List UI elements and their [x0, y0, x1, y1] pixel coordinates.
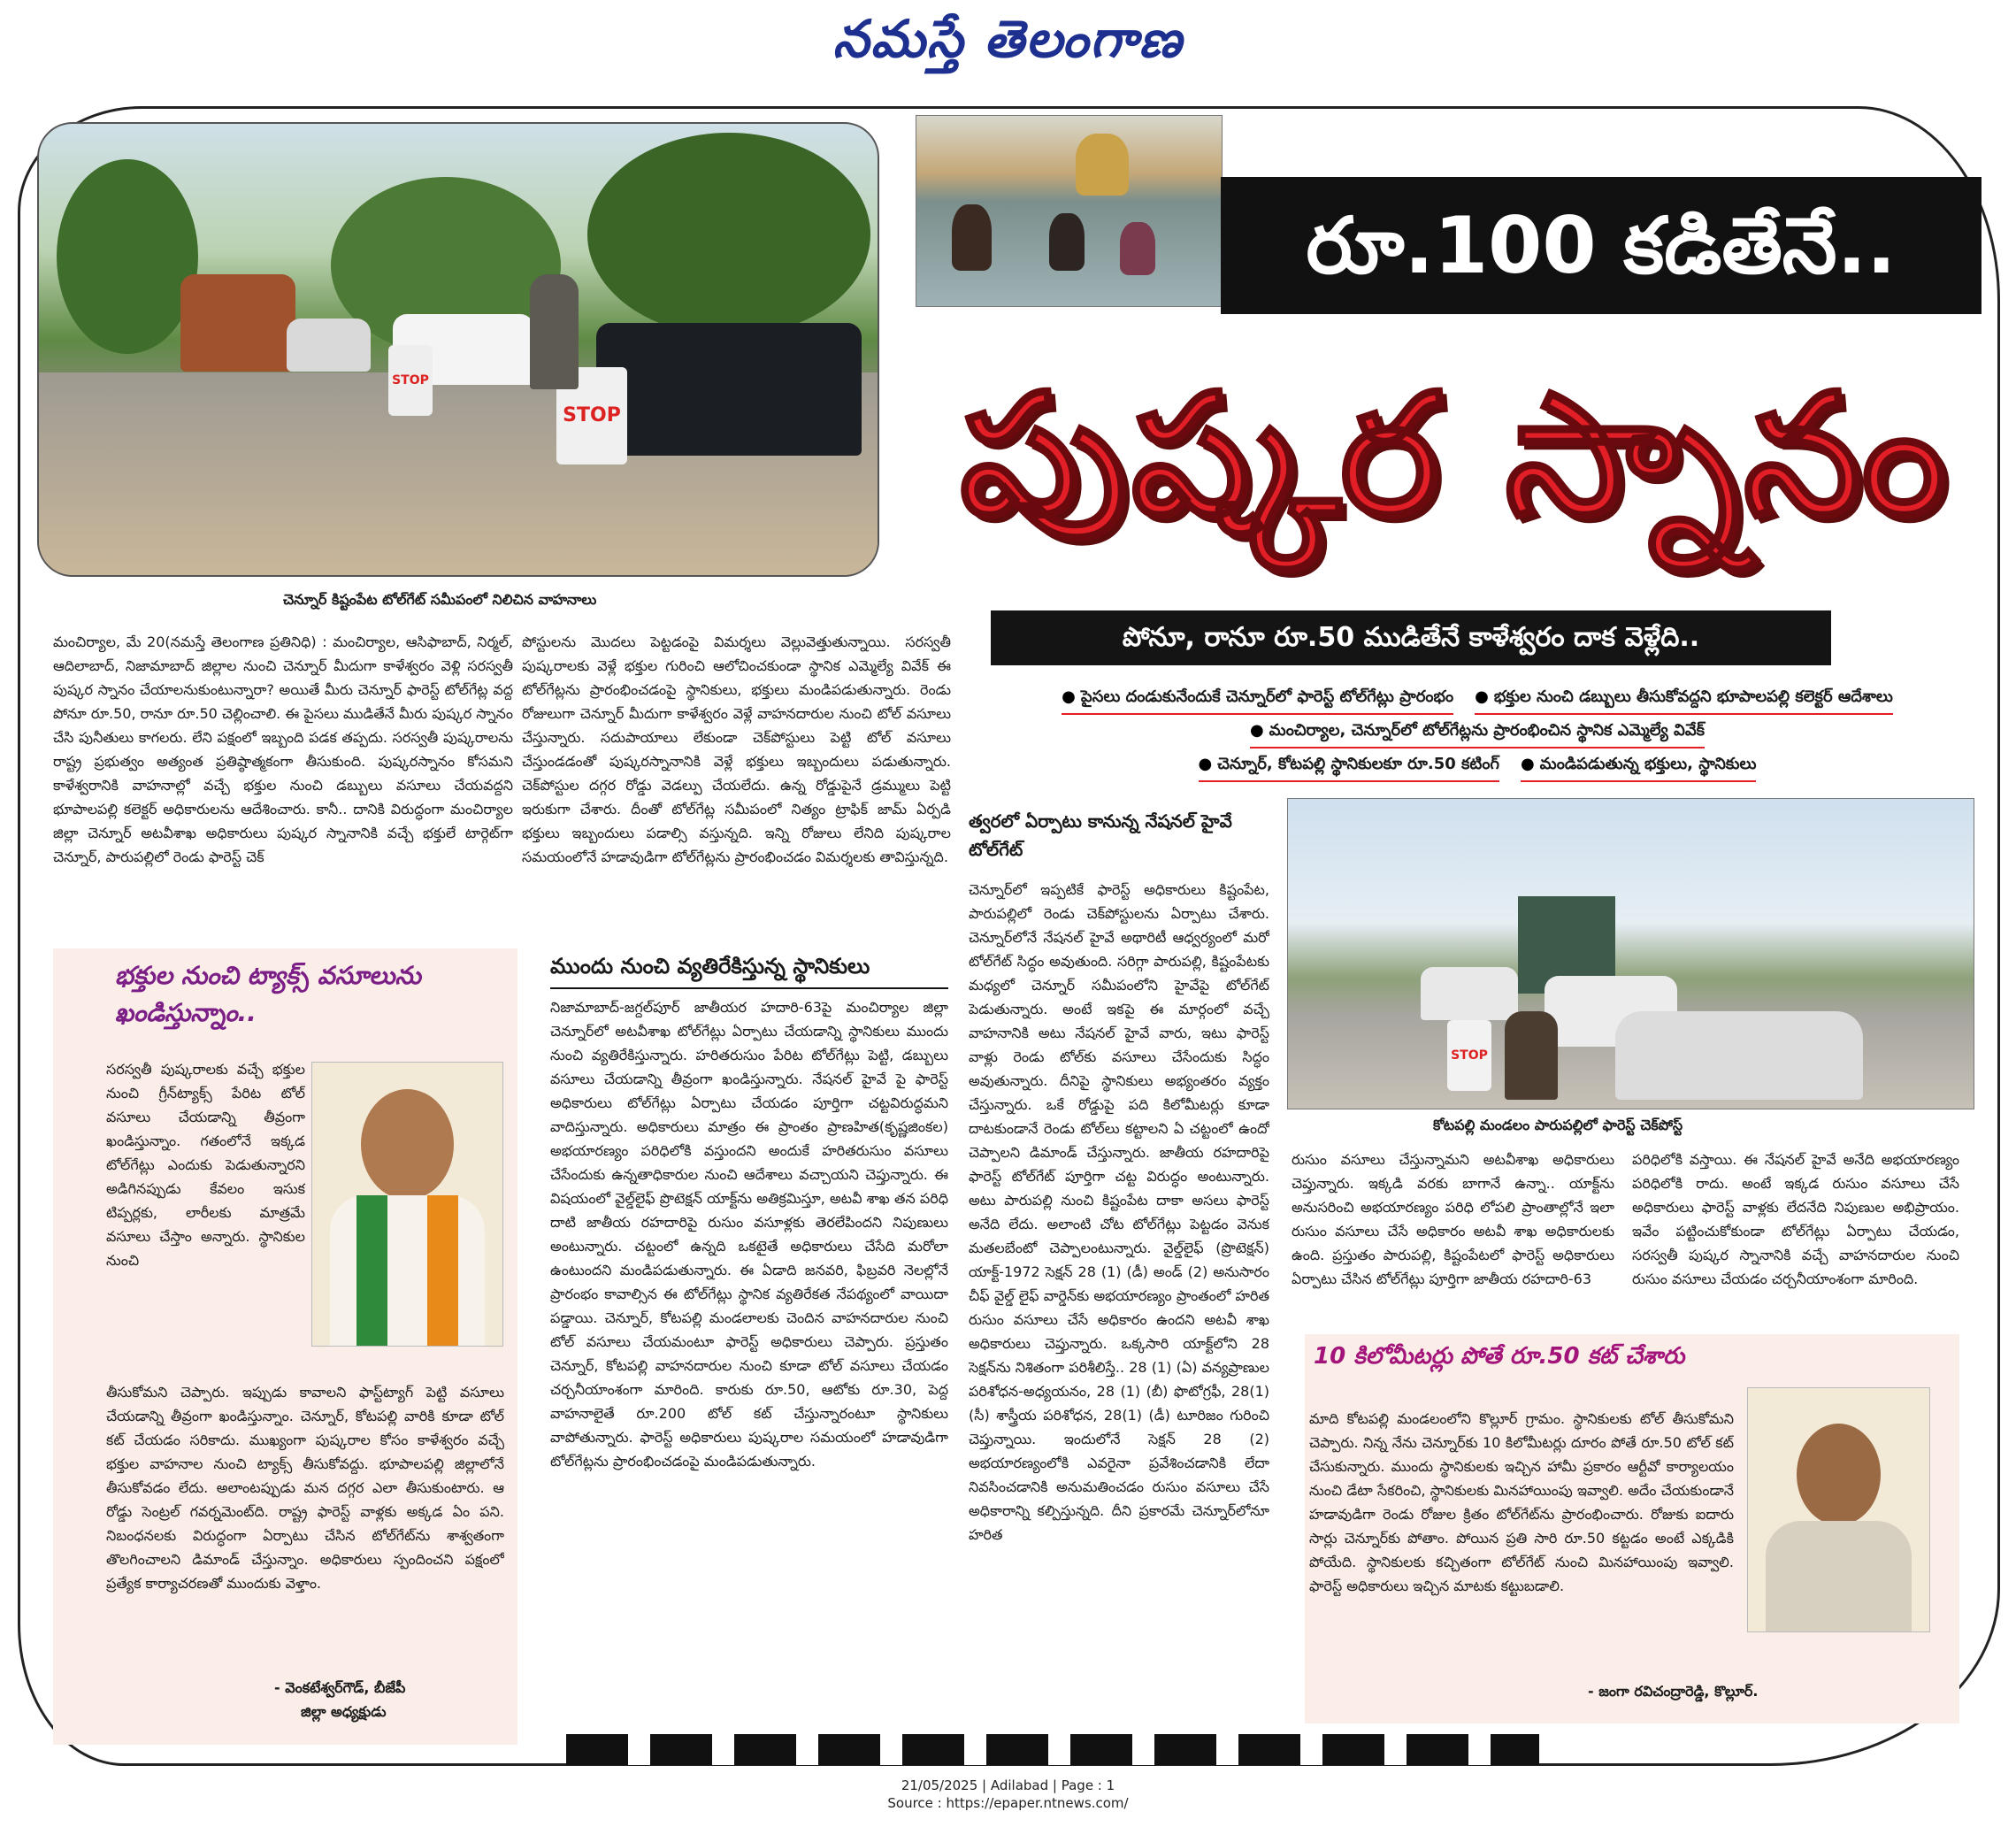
person-shape — [1505, 1011, 1558, 1100]
article-col2: పోస్టులను మొదలు పెట్టడంపై విమర్శలు వెల్లువెత్తుతున్నాయి. సరస్వతీ పుష్కరాలకు వెళ్లే భక్తుల గురించి ఆలోచించకుండా స్థానిక ఎమ్మెల్యే వివేక్ ఈ టోల్‌గేట్లను ప్రారంభించడంపై స్థానికులు, భక్తులు మండిపడుతున్నారు. రెండు రోజులుగా చెన్నూర్ మీదుగా కాళేశ్వరం వెళ్లే వాహనదారుల నుంచి టోల్ వసూలు చేస్తున్నారు. సదుపాయాలు లేకుండా చెక్‌పోస్టులు పెట్టి టోల్ వసూలు చేస్తుండడంతో పుష్కరస్నానానికి వెళ్లే భక్తులు ఇబ్బందులు పడుతున్నారు. చెక్‌పోస్టుల దగ్గర రోడ్డు వెడల్పు చేయలేదు. ఉన్న రోడ్డుపైనే డ్రమ్ములు పెట్టి ఇరుకుగా చేశారు. దీంతో టోల్‌గేట్ల సమీపంలో నిత్యం ట్రాఫిక్ జామ్ ఏర్పడి భక్తులు ఇబ్బందులు పడాల్సి వస్తున్నది. ఇన్ని రోజులు లేనిది పుష్కరాల సమయంలోనే హడావుడిగా టోల్‌గేట్లను ప్రారంభించడం విమర్శలకు తావిస్తున్నది. — [522, 633, 951, 865]
bullet-dot-icon: ● — [1062, 687, 1076, 706]
next-story-strip — [566, 1725, 1539, 1765]
stop-barrel: STOP — [388, 345, 433, 416]
quote-left-heading: భక్తుల నుంచి ట్యాక్స్ వసూలును ఖండిస్తున్నాం.. — [115, 961, 421, 1027]
portrait-photo-left — [311, 1062, 503, 1347]
footer-source-line: Source : https://epaper.ntnews.com/ — [887, 1795, 1129, 1811]
article-col5: రుసుం వసూలు చేస్తున్నామని అటవీశాఖ అధికారులు చెప్తున్నారు. ఇక్కడి వరకు బాగానే ఉన్నా.. యాక్ట్‌ను అనుసరించి అభయారణ్యం పరిధి లోపలి ప్రాంతాల్లోనే ఇలా రుసుం వసూలు చేసే అధికారం అటవీ శాఖ అధికారులకు ఉంది. ప్రస్తుతం పారుపల్లి, కిష్టంపేటలో ఫారెస్ట్ అధికారులు ఏర్పాటు చేసిన టోల్‌గేట్లు పూర్తిగా జాతీయ రహదారి-63 — [1292, 1151, 1614, 1287]
headline-kicker: రూ.100 కడితేనే.. — [1221, 177, 1982, 314]
page-footer — [0, 1777, 2016, 1812]
article-col1: మంచిర్యాల, మే 20(నమస్తే తెలంగాణ ప్రతినిధి) : మంచిర్యాల, ఆసిఫాబాద్, నిర్మల్, ఆదిలాబాద్, నిజామాబాద్ జిల్లాల నుంచి చెన్నూర్ మీదుగా కాళేశ్వరం వెళ్లి సరస్వతీ పుష్కర స్నానం చేయాలనుకుంటున్నారా? అయితే మీరు చెన్నూర్ ఫారెస్ట్ టోల్‌గేట్ల వద్ద పోనూ రూ.50, రానూ రూ.50 చెల్లించాలి. ఈ పైసలు ముడితేనే మీరు పుష్కర స్నానం చేసి పునీతులు కాగలరు. లేని పక్షంలో ఇబ్బంది పడక తప్పదు. సరస్వతీ పుష్కరాలను రాష్ట్ర ప్రభుత్వం అత్యంత ప్రతిష్ఠాత్మకంగా తీసుకుంది. పుష్కరస్నానం కోసమని కాళేశ్వరానికి వాహనాల్లో వచ్చే భక్తుల నుంచి డబ్బులు వసూలు చేయవద్దని భూపాలపల్లి కలెక్టర్ అధికారులను ఆదేశించారు. కానీ.. దానికి విరుద్ధంగా మంచిర్యాల జిల్లా చెన్నూర్ అటవీశాఖ అధికారులు పుష్కర స్నానానికి వచ్చే భక్తులే టార్గెట్‌గా చెన్నూర్, పారుపల్లిలో రెండు ఫారెస్ట్ చెక్ — [53, 633, 513, 865]
bullet-dot-icon: ● — [1520, 755, 1535, 773]
quote-right-signature: - జంగా రవిచంద్రారెడ్డి, కొల్లూర్. — [1588, 1683, 1759, 1700]
col3-heading: ముందు నుంచి వ్యతిరేకిస్తున్న స్థానికులు — [550, 954, 948, 989]
col4-heading: త్వరలో ఏర్పాటు కానున్న నేషనల్ హైవే టోల్‌గేట్ — [969, 810, 1232, 860]
face-shape — [1797, 1424, 1881, 1525]
bullet-dot-icon: ● — [1475, 687, 1489, 706]
person-shape — [952, 204, 992, 271]
scarf-shape — [356, 1195, 387, 1346]
footer-date-line: 21/05/2025 | Adilabad | Page : 1 — [901, 1777, 1115, 1793]
photo1-caption: చెన్నూర్ కిష్టంపేట టోల్‌గేట్ సమీపంలో నిలిచిన వాహనాలు — [283, 591, 597, 608]
cutoff-headline-shape — [566, 1734, 1539, 1765]
article-col4: చెన్నూర్‌లో ఇప్పటికే ఫారెస్ట్ అధికారులు కిష్టంపేట, పారుపల్లిలో రెండు చెక్‌పోస్టులను ఏర్పాటు చేశారు. చెన్నూర్‌లోనే నేషనల్ హైవే అథారిటీ ఆధ్వర్యంలో మరో టోల్‌గేట్ సిద్ధం అవుతుంది. సరిగ్గా పారుపల్లి, కిష్టంపేటకు మధ్యలో చెన్నూర్ సమీపంలోని హైవేపై టోల్‌గేట్ పెడుతున్నారు. అంటే ఇకపై ఈ మార్గంలో వచ్చే వాహనానికి అటు నేషనల్ హైవే వారు, ఇటు ఫారెస్ట్ వాళ్లు రెండు టోల్‌కు వసూలు చేసేందుకు సిద్ధం అవుతున్నారు. దీనిపై స్థానికులు అభ్యంతరం వ్యక్తం చేస్తున్నారు. ఒకే రోడ్డుపై పది కిలోమీటర్లు కూడా దాటకుండానే రెండు టోల్‌లు కట్టాలని ఏ చట్టంలో ఉందో చెప్పాలని డిమాండ్ చేస్తున్నారు. జాతీయ రహదారిపై ఫారెస్ట్ టోల్‌గేట్ పూర్తిగా చట్ట విరుద్ధం అంటున్నారు. అటు పారుపల్లి నుంచి కిష్టంపేట దాకా అసలు ఫారెస్ట్ అనేది లేదు. అలాంటి చోట టోల్‌గేట్లు పెట్టడం వెనుక మతలబేంటో చెప్పాలంటున్నారు. వైల్డ్‌లైఫ్ (ప్రొటెక్షన్) యాక్ట్-1972 సెక్షన్ 28 (1) (డీ) అండ్ (2) అనుసారం చీఫ్ వైల్డ్ లైఫ్ వార్డెన్‌కు అభయారణ్యం ప్రాంతంలో హరిత రుసుం వసూలు చేసే అధికారం ఉందని అటవీ శాఖ అధికారులు చెప్తున్నారు. ఒక్కసారి యాక్ట్‌లోని 28 సెక్షన్‌ను నిశితంగా పరిశీలిస్తే.. 28 (1) (ఏ) వన్యప్రాణుల పరిశోధన-అధ్యయనం, 28 (1) (బీ) ఫొటోగ్రఫీ, 28(1) (సీ) శాస్త్రీయ పరిశోధన, 28(1) (డీ) టూరిజం గురించి చెప్తున్నాయి. ఇందులోనే సెక్షన్ 28 (2) అభయారణ్యంలోకి ఎవరైనా ప్రవేశించడానికి లేదా నివసించడానికి అనుమతించడం రుసుం వసూలు చేసే అధికారాన్ని కల్పిస్తున్నది. దీని ప్రకారమే చెన్నూర్‌లోనూ హరిత — [969, 881, 1269, 1543]
quote-right-text: మాది కోటపల్లి మండలంలోని కొల్లూర్ గ్రామం. స్థానికులకు టోల్ తీసుకోమని చెప్పారు. నిన్న నేను చెన్నూర్‌కు 10 కిలోమీటర్లు దూరం పోతే రూ.50 టోల్ కట్ చేసుకున్నారు. ముందు స్థానికులకు ఇచ్చిన హామీ ప్రకారం ఆర్టీవో కార్యాలయం నుంచి డేటా సేకరించి, స్థానికులకు మినహాయింపు ఇవ్వాలి. అదేం చేయకుండానే హడావుడిగా రెండు రోజుల క్రితం టోల్‌గేట్‌ను ప్రారంభించారు. రోజుకు ఐదారు సార్లు చెన్నూర్‌కు పోతాం. పోయిన ప్రతి సారి రూ.50 కట్టడం అంటే ఎక్కడికి పోయేది. స్థానికులకు కచ్చితంగా టోల్‌గేట్ నుంచి మినహాయింపు ఇవ్వాలి. ఫారెస్ట్ అధికారులు ఇచ్చిన మాటకు కట్టుబడాలి. — [1309, 1410, 1734, 1594]
bathing-photo — [916, 115, 1223, 307]
headline-main: పుష్కర స్నానం — [960, 357, 1951, 553]
bullet-dot-icon: ● — [1198, 755, 1213, 773]
quote-left-signature: - వెంకటేశ్వర్‌గౌడ్, బీజేపీ — [274, 1679, 406, 1696]
car-shape — [1421, 967, 1518, 1020]
tollgate-photo — [37, 122, 879, 577]
article-col3: నిజామాబాద్-జగ్దల్‌పూర్ జాతీయర హదారి-63పై మంచిర్యాల జిల్లా చెన్నూర్‌లో అటవీశాఖ టోల్‌గేట్లు ఏర్పాటు చేయడాన్ని స్థానికులు ముందు నుంచి వ్యతిరేకిస్తున్నారు. హరితరుసుం పేరిట టోల్‌గేట్లు పెట్టి, డబ్బులు వసూలు చేయడాన్ని తీవ్రంగా ఖండిస్తున్నారు. నేషనల్ హైవే పై ఫారెస్ట్ అధికారులు టోల్‌గేట్లు ఏర్పాటు చేయడం పూర్తిగా చట్టవిరుద్ధమని వాదిస్తున్నారు. అధికారులు మాత్రం ఈ ప్రాంతం ప్రాణహిత(కృష్ణజింకల) అభయారణ్యం పరిధిలోకి వస్తుందని అందుకే హరితరుసుం వసూలు చేసేందుకు ఉన్నతాధికారుల నుంచి ఆదేశాలు వచ్చాయని చెప్తున్నారు. ఈ విషయంలో వైల్డ్‌లైఫ్ ప్రొటెక్షన్ యాక్ట్‌ను అతిక్రమిస్తూ, అటవీ శాఖ తన పరిధి దాటి జాతీయ రహదారిపై రుసుం వసూళ్లకు తెరలేపిందని నిపుణులు అంటున్నారు. చట్టంలో ఉన్నది ఒకటైతే అధికారులు చేసేది మరోలా ఉంటుందని మండిపడుతున్నారు. ఈ ఏడాది జనవరి, ఫిబ్రవరి నెలల్లోనే ప్రారంభం కావాల్సిన ఈ టోల్‌గేట్లు స్థానిక వ్యతిరేకత నేపథ్యంలో వాయిదా పడ్డాయి. చెన్నూర్, కోటపల్లి మండలాలకు చెందిన వాహనదారుల నుంచి టోల్ వసూలు చేయమంటూ ఫారెస్ట్ అధికారులు చెప్పారు. ప్రస్తుతం చెన్నూర్, కోటపల్లి వాహనదారుల నుంచి కూడా టోల్ వసూలు చేయడం చర్చనీయాంశంగా మారింది. కారుకు రూ.50, ఆటోకు రూ.30, పెద్ద వాహనాలైతే రూ.200 టోల్ కట్ చేస్తున్నారంటూ స్థానికులు వాపోతున్నారు. ఫారెస్ట్ అధికారులు పుష్కరాల సమయంలో హడావుడిగా టోల్‌గేట్లను ప్రారంభించడంపై మండిపడుతున్నారు. — [550, 999, 948, 1470]
bullet-item: ● మంచిర్యాల, చెన్నూర్‌లో టోల్‌గేట్లను ప్రారంభించిన స్థానిక ఎమ్మెల్యే వివేక్ — [1250, 715, 1705, 748]
person-shape — [1120, 222, 1155, 275]
person-shape — [1049, 213, 1085, 271]
truck-shape — [180, 274, 295, 372]
bullet-item: ● భక్తుల నుంచి డబ్బులు తీసుకోవద్దని భూపాలపల్లి కలెక్టర్ ఆదేశాలు — [1475, 681, 1893, 715]
tree-shape — [587, 133, 870, 336]
shirt-shape — [1766, 1521, 1912, 1631]
quote-left-text-wide: తీసుకోమని చెప్పారు. ఇప్పుడు కావాలని ఫాస్ట్‌ట్యాగ్ పెట్టి వసూలు చేయడాన్ని తీవ్రంగా ఖండిస్తున్నాం. చెన్నూర్, కోటపల్లి వారికి కూడా టోల్ కట్ చేయడం సరికాదు. ముఖ్యంగా పుష్కరాల కోసం కాళేశ్వరం వచ్చే భక్తుల వాహనాల నుంచి ట్యాక్స్ తీసుకోవద్దు. భూపాలపల్లి జిల్లాలోనే తీసుకోవడం లేదు. అలాంటప్పుడు మన దగ్గర ఎలా తీసుకుంటారు. ఆ రోడ్డు సెంట్రల్ గవర్నమెంట్‌ది. రాష్ట్ర ఫారెస్ట్ వాళ్లకు అక్కడ ఏం పని. నిబంధనలకు విరుద్ధంగా ఏర్పాటు చేసిన టోల్‌గేట్‌ను శాశ్వతంగా తొలగించాలని డిమాండ్ చేస్తున్నాం. అధికారులు స్పందించని పక్షంలో ప్రత్యేక కార్యాచరణతో ముందుకు వెళ్తాం. — [106, 1384, 504, 1592]
person-shape — [530, 274, 579, 389]
bullet-list — [964, 681, 1990, 782]
person-shape — [1076, 134, 1129, 196]
headline-sub: పోనూ, రానూ రూ.50 ముడితేనే కాళేశ్వరం దాక వెళ్లేది.. — [991, 610, 1831, 665]
portrait-photo-right — [1747, 1387, 1930, 1632]
bullet-dot-icon: ● — [1249, 721, 1264, 740]
face-shape — [361, 1089, 454, 1200]
car-shape — [287, 319, 371, 372]
car-shape — [1615, 1011, 1863, 1100]
stop-barrel: STOP — [556, 367, 627, 464]
suv-shape — [596, 323, 862, 456]
bullet-item: ● పైసలు దండుకునేందుకే చెన్నూర్‌లో ఫారెస్ట్ టోల్‌గేట్లు ప్రారంభం — [1062, 681, 1453, 715]
quote-left-role: జిల్లా అధ్యక్షుడు — [301, 1703, 387, 1720]
photo3-caption: కోటపల్లి మండలం పారుపల్లిలో ఫారెస్ట్ చెక్‌పోస్ట్ — [1433, 1117, 1683, 1133]
checkpost-photo — [1287, 798, 1974, 1109]
article-col6: పరిధిలోకి వస్తాయి. ఈ నేషనల్ హైవే అనేది అభయారణ్యం పరిధిలోకి రాదు. అంటే ఇక్కడ రుసుం వసూలు చేసే అధికారులు ఫారెస్ట్ వాళ్లకు లేదనేది నిపుణుల అభిప్రాయం. ఇవేం పట్టించుకోకుండా టోల్‌గేట్లు ఏర్పాటు చేయడం, సరస్వతీ పుష్కర స్నానానికి వచ్చే వాహనదారుల నుంచి రుసుం వసూలు చేయడం చర్చనీయాంశంగా మారింది. — [1632, 1151, 1959, 1287]
quote-right-heading: 10 కిలోమీటర్లు పోతే రూ.50 కట్ చేశారు — [1314, 1343, 1685, 1370]
shirt-shape — [330, 1195, 485, 1346]
bullet-item: ● మండిపడుతున్న భక్తులు, స్థానికులు — [1521, 748, 1757, 782]
quote-left-text-narrow: సరస్వతీ పుష్కరాలకు వచ్చే భక్తుల నుంచి గ్రీన్‌ట్యాక్స్ పేరిట టోల్ వసూలు చేయడాన్ని తీవ్రంగా ఖండిస్తున్నాం. గతంలోనే ఇక్కడ టోల్‌గేట్లు ఎందుకు పెడుతున్నారని అడిగినప్పుడు కేవలం ఇసుక టిప్పర్లకు, లారీలకు మాత్రమే వసూలు చేస్తాం అన్నారు. స్థానికుల నుంచి — [106, 1061, 305, 1269]
stop-barrel: STOP — [1447, 1020, 1491, 1091]
bullet-item: ● చెన్నూర్, కోటపల్లి స్థానికులకూ రూ.50 కటింగ్ — [1199, 748, 1499, 782]
masthead-title: నమస్తే తెలంగాణ — [832, 9, 1184, 69]
tree-shape — [57, 159, 198, 354]
scarf-shape — [427, 1195, 458, 1346]
